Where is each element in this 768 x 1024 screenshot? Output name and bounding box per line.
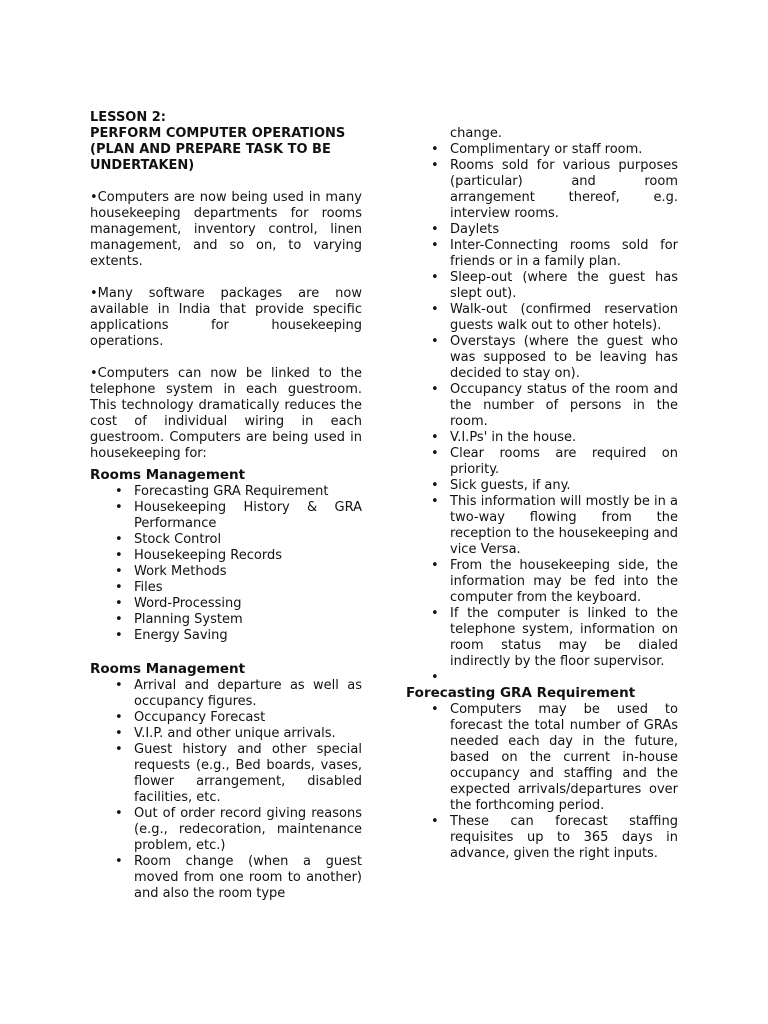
- section-title-rooms-management-2: Rooms Management: [90, 661, 246, 677]
- list-item: • V.I.P. and other unique arrivals.: [90, 726, 362, 742]
- list-item: • Files: [90, 580, 362, 596]
- list-item: • Guest history and other special requests (e.g., Bed boards, vases, flower arrangement, disabled facilities, etc.: [90, 742, 362, 806]
- lesson-label: LESSON 2:: [90, 110, 167, 125]
- intro-paragraph-2: •Many software packages are now available in India that provide specific applications for housekeeping operations.: [90, 286, 362, 349]
- list-item: • From the housekeeping side, the information may be fed into the computer from the keyboard.: [406, 558, 678, 606]
- list-item: • Out of order record giving reasons (e.g., redecoration, maintenance problem, etc.): [90, 806, 362, 854]
- section-title-rooms-management-1: Rooms Management: [90, 467, 246, 483]
- list-item: • V.I.Ps' in the house.: [406, 430, 678, 446]
- list-item: • If the computer is linked to the telephone system, information on room status may be dialed indirectly by the floor supervisor.: [406, 606, 678, 670]
- lesson-title-line-2: (PLAN AND PREPARE TASK TO BE: [90, 142, 331, 157]
- list-item: • Room change (when a guest moved from one room to another) and also the room type: [90, 854, 362, 902]
- list-item: • Work Methods: [90, 564, 362, 580]
- left-column: [90, 110, 362, 902]
- rooms-management-list-2-continued: [406, 142, 678, 670]
- list-item: • Occupancy status of the room and the number of persons in the room.: [406, 382, 678, 430]
- lesson-title-line-1: PERFORM COMPUTER OPERATIONS: [90, 126, 346, 141]
- intro-paragraph-1: •Computers are now being used in many housekeeping departments for rooms management, inventory control, linen management, and so on, to varying extents.: [90, 190, 362, 269]
- list-item: • Stock Control: [90, 532, 362, 548]
- list-item: • Housekeeping Records: [90, 548, 362, 564]
- list-item: • Planning System: [90, 612, 362, 628]
- forecasting-gra-list: [406, 702, 678, 862]
- lesson-title-line-3: UNDERTAKEN): [90, 158, 195, 173]
- list-item: • Inter-Connecting rooms sold for friends or in a family plan.: [406, 238, 678, 270]
- rooms-management-list-2: [90, 678, 362, 902]
- list-item: • Energy Saving: [90, 628, 362, 644]
- list-item: • Occupancy Forecast: [90, 710, 362, 726]
- list-item: • Rooms sold for various purposes (particular) and room arrangement thereof, e.g. interview rooms.: [406, 158, 678, 222]
- list-item: • Clear rooms are required on priority.: [406, 446, 678, 478]
- right-column: [406, 126, 678, 862]
- list-item: • Overstays (where the guest who was supposed to be leaving has decided to stay on).: [406, 334, 678, 382]
- list-item: • Daylets: [406, 222, 678, 238]
- list-item: • Word-Processing: [90, 596, 362, 612]
- list-item: • Complimentary or staff room.: [406, 142, 678, 158]
- list-item: • These can forecast staffing requisites up to 365 days in advance, given the right inputs.: [406, 814, 678, 862]
- list-item: • Sick guests, if any.: [406, 478, 678, 494]
- list-item: • Sleep-out (where the guest has slept out).: [406, 270, 678, 302]
- lesson-heading: [90, 110, 362, 174]
- list-item-continuation: change.: [450, 126, 502, 141]
- list-item: • Forecasting GRA Requirement: [90, 484, 362, 500]
- section-title-forecasting-gra: Forecasting GRA Requirement: [406, 685, 636, 701]
- list-item: • Housekeeping History & GRA Performance: [90, 500, 362, 532]
- intro-paragraph-3: •Computers can now be linked to the telephone system in each guestroom. This technology dramatically reduces the cost of individual wiring in each guestroom. Computers are being used in housekeeping for:: [90, 366, 362, 461]
- list-item: • Computers may be used to forecast the total number of GRAs needed each day in the future, based on the current in-house occupancy and staffing and the expected arrivals/departures over the forthcoming period.: [406, 702, 678, 814]
- list-item: • Arrival and departure as well as occupancy figures.: [90, 678, 362, 710]
- rooms-management-list-1: [90, 484, 362, 644]
- list-item: • This information will mostly be in a two-way flowing from the reception to the housekeeping and vice Versa.: [406, 494, 678, 558]
- list-item: • Walk-out (confirmed reservation guests walk out to other hotels).: [406, 302, 678, 334]
